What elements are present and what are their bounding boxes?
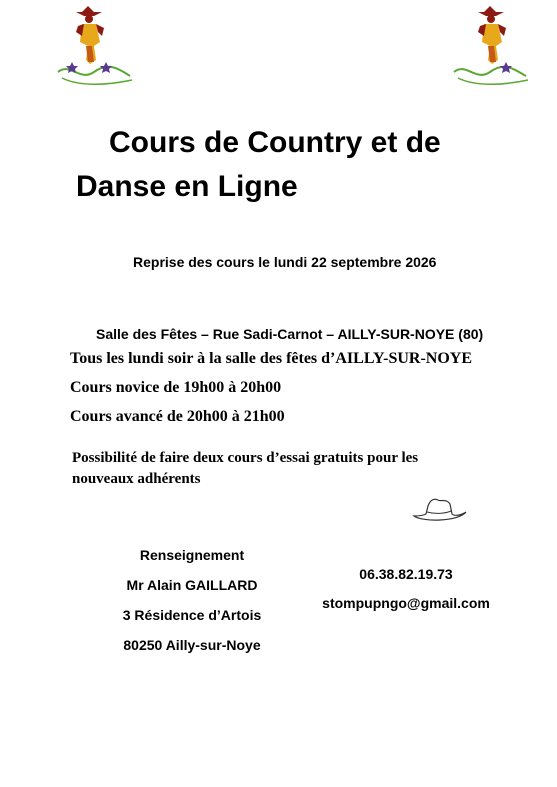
- schedule-line: Tous les lundi soir à la salle des fêtes d’AILLY-SUR-NOYE: [70, 350, 473, 367]
- contact-address-line1: 3 Résidence d’Artois: [122, 607, 262, 623]
- cowboy-hat-icon: [412, 496, 468, 524]
- contact-email: stompupngo@gmail.com: [322, 595, 490, 611]
- page-title-line1: Cours de Country et de: [109, 126, 441, 159]
- contact-name: Mr Alain GAILLARD: [126, 577, 258, 593]
- logo-left: [48, 2, 140, 92]
- cowboy-dancer-icon: [76, 6, 104, 64]
- cowboy-dancer-icon: [478, 6, 506, 64]
- contact-phone: 06.38.82.19.73: [359, 566, 453, 582]
- trial-text-line1: Possibilité de faire deux cours d’essai gratuits pour les: [72, 450, 419, 466]
- trial-text-line2: nouveaux adhérents: [72, 471, 201, 487]
- schedule-line: Cours novice de 19h00 à 20h00: [70, 379, 282, 396]
- contact-address-line2: 80250 Ailly-sur-Noye: [123, 637, 261, 653]
- venue-text: Salle des Fêtes – Rue Sadi-Carnot – AILLY-SUR-NOYE (80): [96, 326, 484, 342]
- contact-heading: Renseignement: [139, 547, 245, 563]
- reprise-text: Reprise des cours le lundi 22 septembre 2026: [133, 254, 437, 270]
- page-title-line2: Danse en Ligne: [76, 170, 298, 203]
- schedule-line: Cours avancé de 20h00 à 21h00: [70, 408, 285, 425]
- logo-right: [450, 2, 542, 92]
